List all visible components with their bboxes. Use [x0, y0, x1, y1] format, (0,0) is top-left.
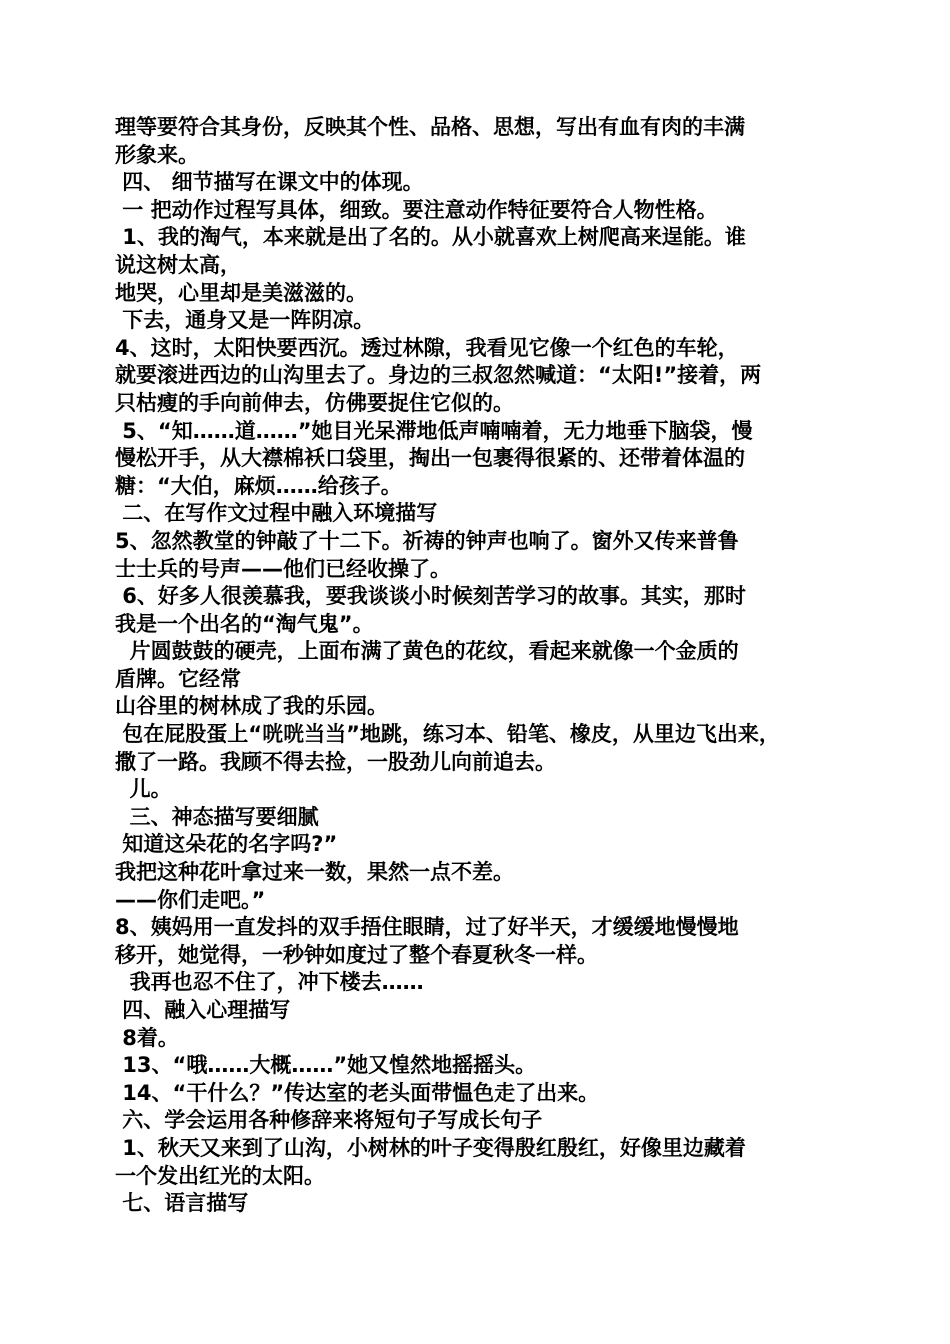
document-body: [115, 114, 845, 1218]
text-line: 只枯瘦的手向前伸去，仿佛要捉住它似的。: [115, 390, 514, 415]
text-line: 知道这朵花的名字吗?”: [115, 832, 338, 857]
text-line: 糖：“大伯，麻烦……给孩子。: [115, 473, 402, 498]
text-line: 5、忽然教堂的钟敲了十二下。祈祷的钟声也响了。窗外又传来普鲁: [115, 528, 739, 553]
text-line: 包在屁股蛋上“咣咣当当”地跳，练习本、铅笔、橡皮，从里边飞出来，: [115, 722, 780, 747]
text-line: 4、这时，太阳快要西沉。透过林隙，我看见它像一个红色的车轮，: [115, 335, 739, 360]
text-line: 我再也忍不住了，冲下楼去……: [115, 970, 424, 995]
section-heading: 二、在写作文过程中融入环境描写: [115, 501, 438, 526]
subsection-heading: 一 把动作过程写具体，细致。要注意动作特征要符合人物性格。: [115, 197, 718, 222]
text-line: 13、“哦……大概……”她又惶然地摇摇头。: [115, 1053, 537, 1078]
text-line: 儿。: [115, 777, 172, 802]
text-line: 1、我的淘气，本来就是出了名的。从小就喜欢上树爬高来逞能。谁: [115, 225, 746, 250]
text-line: 撒了一路。我顾不得去捡，一股劲儿向前追去。: [115, 749, 556, 774]
section-heading: 四、 细节描写在课文中的体现。: [115, 170, 424, 195]
text-line: 8、姨妈用一直发抖的双手捂住眼睛，过了好半天，才缓缓地慢慢地: [115, 915, 739, 940]
text-line: 理等要符合其身份，反映其个性、品格、思想，写出有血有肉的丰满: [115, 115, 745, 139]
text-line: 山谷里的树林成了我的乐园。: [115, 694, 388, 719]
text-line: 地哭，心里却是美滋滋的。: [115, 280, 367, 305]
text-line: 我把这种花叶拿过来一数，果然一点不差。: [115, 860, 514, 885]
text-line: 移开，她觉得，一秒钟如度过了整个春夏秋冬一样。: [115, 942, 598, 967]
text-line: 1、秋天又来到了山沟，小树林的叶子变得殷红殷红，好像里边藏着: [115, 1135, 746, 1160]
section-heading: 七、语言描写: [115, 1191, 249, 1216]
text-line: 慢松开手，从大襟棉袄口袋里，掏出一包裹得很紧的、还带着体温的: [115, 446, 745, 471]
section-heading: 四、融入心理描写: [115, 998, 291, 1022]
text-line: 6、好多人很羡慕我，要我谈谈小时候刻苦学习的故事。其实，那时: [115, 584, 746, 609]
text-line: 一个发出红光的太阳。: [115, 1163, 325, 1188]
text-line: 士士兵的号声——他们已经收操了。: [115, 556, 451, 581]
text-line: 5、“知……道……”她目光呆滞地低声喃喃着，无力地垂下脑袋，慢: [115, 418, 753, 443]
section-heading: 三、神态描写要细腻: [115, 804, 319, 829]
text-line: 8着。: [115, 1025, 179, 1050]
text-line: 我是一个出名的“淘气鬼”。: [115, 611, 374, 636]
text-line: 就要滚进西边的山沟里去了。身边的三叔忽然喊道：“太阳!”接着，两: [115, 363, 762, 388]
text-line: 说这树太高，: [115, 252, 241, 277]
text-line: 盾牌。它经常: [115, 666, 241, 691]
text-line: 下去，通身又是一阵阴凉。: [115, 308, 375, 333]
text-line: 形象来。: [115, 142, 199, 167]
text-line: 片圆鼓鼓的硬壳，上面布满了黄色的花纹，看起来就像一个金质的: [115, 639, 739, 664]
section-heading: 六、学会运用各种修辞来将短句子写成长句子: [115, 1108, 543, 1133]
text-line: 14、“干什么？”传达室的老头面带愠色走了出来。: [115, 1080, 600, 1105]
text-line: ——你们走吧。”: [115, 887, 266, 912]
